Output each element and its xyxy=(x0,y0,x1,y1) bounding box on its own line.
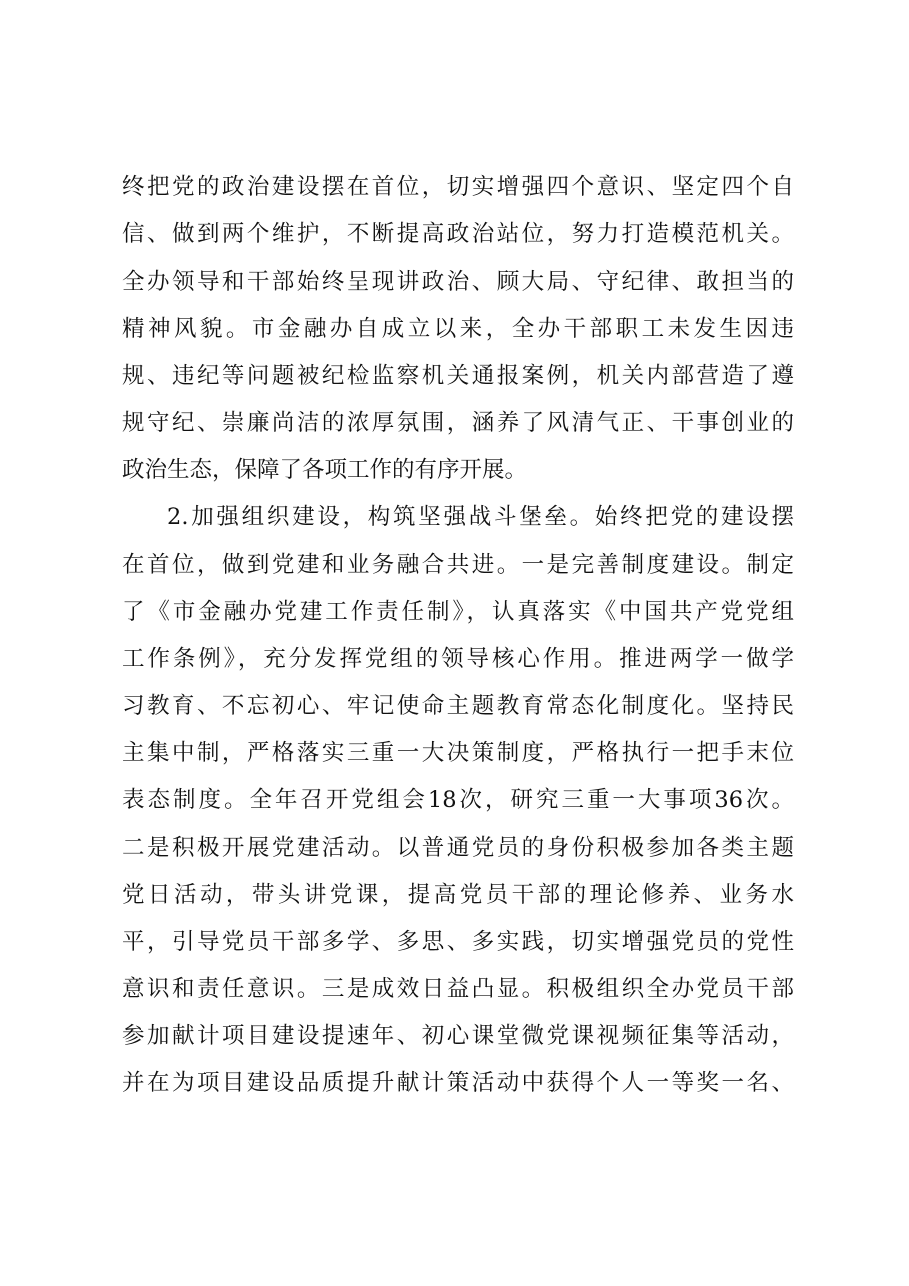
text-line: 信、做到两个维护，不断提高政治站位，努力打造模范机关。 xyxy=(122,221,794,247)
text-line: 终把党的政治建设摆在首位，切实增强四个意识、坚定四个自 xyxy=(122,174,794,200)
text-line: 参加献计项目建设提速年、初心课堂微党课视频征集等活动， xyxy=(122,1023,794,1049)
text-line: 习教育、不忘初心、牢记使命主题教育常态化制度化。坚持民 xyxy=(122,693,794,719)
paragraph-end-line: 政治生态，保障了各项工作的有序开展。 xyxy=(122,457,528,483)
text-line: 规守纪、崇廉尚洁的浓厚氛围，涵养了风清气正、干事创业的 xyxy=(122,410,794,436)
text-line: 二是积极开展党建活动。以普通党员的身份积极参加各类主题 xyxy=(122,835,794,861)
text-line: 意识和责任意识。三是成效日益凸显。积极组织全办党员干部 xyxy=(122,976,794,1002)
section-heading-line: 2.加强组织建设，构筑坚强战斗堡垒。始终把党的建设摆 xyxy=(167,504,794,530)
text-line: 工作条例》，充分发挥党组的领导核心作用。推进两学一做学 xyxy=(122,646,794,672)
text-line: 规、违纪等问题被纪检监察机关通报案例，机关内部营造了遵 xyxy=(122,363,794,389)
text-line: 全办领导和干部始终呈现讲政治、顾大局、守纪律、敢担当的 xyxy=(122,269,794,295)
text-line: 主集中制，严格落实三重一大决策制度，严格执行一把手末位 xyxy=(122,740,794,766)
text-line: 表态制度。全年召开党组会18次，研究三重一大事项36次。 xyxy=(122,787,794,813)
text-line: 平，引导党员干部多学、多思、多实践，切实增强党员的党性 xyxy=(122,929,794,955)
text-line: 并在为项目建设品质提升献计策活动中获得个人一等奖一名、 xyxy=(122,1070,794,1096)
text-line: 在首位，做到党建和业务融合共进。一是完善制度建设。制定 xyxy=(122,552,794,578)
text-line: 党日活动，带头讲党课，提高党员干部的理论修养、业务水 xyxy=(122,882,794,908)
text-line: 精神风貌。市金融办自成立以来，全办干部职工未发生因违 xyxy=(122,316,794,342)
text-line: 了《市金融办党建工作责任制》，认真落实《中国共产党党组 xyxy=(122,599,794,625)
